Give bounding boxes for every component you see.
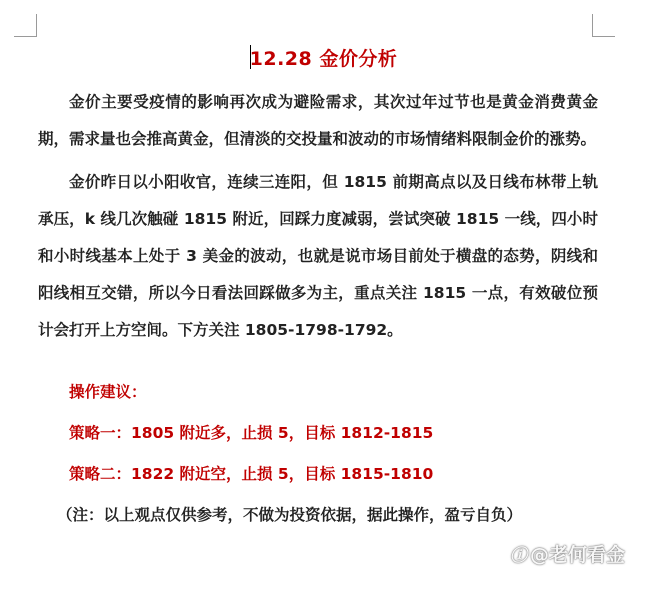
advice-heading: 操作建议： [69,383,147,401]
strategy-2: 策略二：1822 附近空，止损 5，目标 1815-1810 [69,465,434,483]
paragraph-2: 金价昨日以小阳收官，连续三连阳，但 1815 前期高点以及日线布林带上轨承压，k 线几次触碰 1815 附近，回踩力度减弱，尝试突破 1815 一线，四小时和小时线基本上处于 3 美金的波动，也就是说市场目前处于横盘的态势，阴线和阳线相互交错，所以今日看法回踩做多为主，重点关注 1815 一点，有效破位预计会打开上方空间。下方关注 1805-1798-1792。 [38,173,598,339]
disclaimer-note: （注：以上观点仅供参考，不做为投资依据，据此操作，盈亏自负） [57,506,523,524]
page-corner-mark-top-right [592,14,615,37]
strategy-1: 策略一：1805 附近多，止损 5，目标 1812-1815 [69,424,434,442]
weibo-logo-icon: ⓘ [510,546,527,566]
watermark [510,540,625,567]
watermark-text: @老何看金 [530,544,626,566]
document-title: 12.28 金价分析 [249,48,398,70]
page-corner-mark-top-left [14,14,37,37]
paragraph-1: 金价主要受疫情的影响再次成为避险需求，其次过年过节也是黄金消费黄金期，需求量也会推高黄金，但清淡的交投量和波动的市场情绪料限制金价的涨势。 [38,93,598,148]
